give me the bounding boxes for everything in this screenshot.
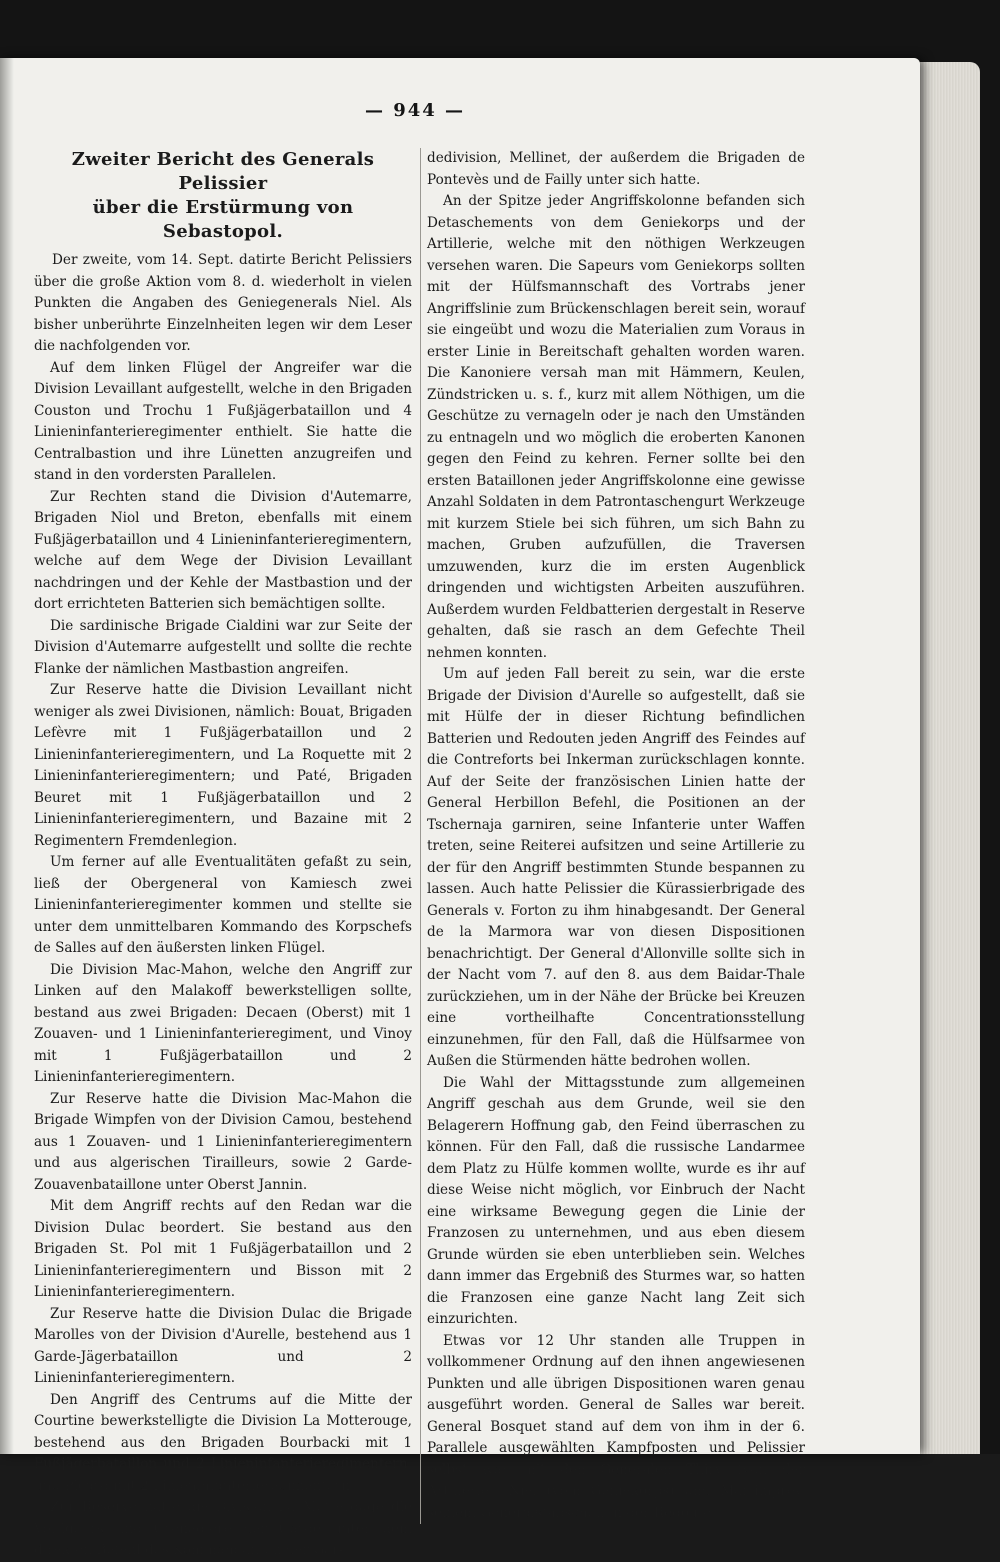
paragraph: Die Wahl der Mittagsstunde zum allgemeinen Angriff geschah aus dem Grunde, weil sie den Belagerern Hoffnung gab, den Feind überraschen zu können. Für den Fall, daß die russische Landarmee dem Platz zu Hülfe kommen wollte, wurde es ihr auf diese Weise nicht möglich, vor Einbruch der Nacht eine wirksame Bewegung gegen die Linie der Franzosen zu unternehmen, und aus eben diesem Grunde würden sie eben unterblieben sein. Welches dann immer das Ergebniß des Sturmes war, so hatten die Franzosen eine ganze Nacht lang Zeit sich einzurichten. <box>427 1074 805 1327</box>
right-column <box>420 148 805 1524</box>
paragraph: Zur Reserve hatte die Division La Motterouge die Voltigeurs und Grenadiere der Garde unter dem direkten Befehl des Kommandanten der Gar- <box>34 1499 412 1558</box>
paragraph: Mit dem Angriff rechts auf den Redan war die Division Dulac beordert. Sie bestand aus den Brigaden St. Pol mit 1 Fußjägerbataillon und 2 Linieninfanterieregimentern und Bisson mit 2 Linieninfanterieregimentern. <box>34 1198 412 1300</box>
paragraph: Etwas vor 12 Uhr standen alle Truppen in vollkommener Ordnung auf den ihnen angewiesenen Punkten und alle übrigen Dispositionen waren genau ausgeführt worden. General de Salles war bereit. General Bosquet stand auf dem von ihm in der 6. Parallele ausgewählten Kampfposten und Pelissier selbst war mit den Generalen Thiry (von der Artillerie), Niel (vom Geniekorps) und Martimprey, seinem Generalstabschef, in der Redoute <box>427 1332 805 1521</box>
page-number: — 944 — <box>364 100 466 121</box>
left-column <box>34 148 412 1562</box>
paragraph: Die sardinische Brigade Cialdini war zur Seite der Division d'Autemarre aufgestellt und sollte die rechte Flanke der nämlichen Mastbastion angreifen. <box>34 617 412 677</box>
paragraph: Zur Reserve hatte die Division Levaillant nicht weniger als zwei Divisionen, nämlich: Bouat, Brigaden Lefèvre mit 1 Fußjägerbataillon und 2 Linieninfanterieregimentern, und La Roquette mit 2 Linieninfanterieregimentern; und Paté, Brigaden Beuret mit 1 Fußjägerbataillon und 2 Linieninfanterieregimentern, und Bazaine mit 2 Regimentern Fremdenlegion. <box>34 682 412 849</box>
paragraph: Zur Reserve hatte die Division Dulac die Brigade Marolles von der Division d'Aurelle, bestehend aus 1 Garde-Jägerbataillon und 2 Linieninfanterieregimentern. <box>34 1305 412 1386</box>
spine-shadow <box>0 58 14 1454</box>
paragraph: dedivision, Mellinet, der außerdem die Brigaden de Pontevès und de Failly unter sich hatte. <box>427 150 805 188</box>
article-title-line-2: über die Erstürmung von Sebastopol. <box>92 197 354 242</box>
paragraph: An der Spitze jeder Angriffskolonne befanden sich Detaschements von dem Geniekorps und der Artillerie, welche mit den nöthigen Werkzeugen versehen waren. Die Sapeurs vom Geniekorps sollten mit der Hülfsmannschaft des Vortrabs jener Angriffslinie zum Brückenschlagen bereit sein, worauf sie eingeübt und wozu die Materialien zum Voraus in erster Linie in Bereitschaft gehalten worden waren. Die Kanoniere versah man mit Hämmern, Keulen, Zündstricken u. s. f., kurz mit allem Nöthigen, um die Geschütze zu vernageln oder je nach den Umständen zu entnageln und wo möglich die eroberten Kanonen gegen den Feind zu kehren. Ferner sollte bei den ersten Bataillonen jeder Angriffskolonne eine gewisse Anzahl Soldaten in dem Patrontaschengurt Werkzeuge mit kurzem Stiele bei sich führen, um sich Bahn zu machen, Gruben aufzufüllen, die Traversen umzuwenden, kurz die im ersten Augenblick dringenden und wichtigsten Arbeiten auszuführen. Außerdem wurden Feldbatterien dergestalt in Reserve gehalten, daß sie rasch an dem Gefechte Theil nehmen konnten. <box>427 193 806 661</box>
paragraph: Um auf jeden Fall bereit zu sein, war die erste Brigade der Division d'Aurelle so aufgestellt, daß sie mit Hülfe der in dieser Richtung befindlichen Batterien und Redouten jeden Angriff des Feindes auf die Contreforts bei Inkerman zurückschlagen konnte. Auf der Seite der französischen Linien hatte der General Herbillon Befehl, die Positionen an der Tschernaja garniren, seine Infanterie unter Waffen treten, seine Reiterei aufsitzen und seine Artillerie zu der für den Angriff bestimmten Stunde bespannen zu lassen. Auch hatte Pelissier die Kürassierbrigade des Generals v. Forton zu ihm hinabgesandt. Der General de la Marmora war von diesen Dispositionen benachrichtigt. Der General d'Allonville sollte sich in der Nacht vom 7. auf den 8. aus dem Baidar-Thale zurückziehen, um in der Nähe der Brücke bei Kreuzen eine vortheilhafte Concentrationsstellung einzunehmen, für den Fall, daß die Hülfsarmee von Außen die Stürmenden hätte bedrohen wollen. <box>427 666 805 1069</box>
paragraph: Um ferner auf alle Eventualitäten gefaßt zu sein, ließ der Obergeneral von Kamiesch zwei Linieninfanterieregimenter kommen und stellte sie unter dem unmittelbaren Kommando des Korpschefs de Salles auf den äußersten linken Flügel. <box>34 854 412 956</box>
paragraph: Die Division Mac-Mahon, welche den Angriff zur Linken auf den Malakoff bewerkstelligen sollte, bestand aus zwei Brigaden: Decaen (Oberst) mit 1 Zouaven- und 1 Linieninfanterieregiment, und Vinoy mit 1 Fußjägerbataillon und 2 Linieninfanterieregimentern. <box>34 961 412 1085</box>
article-title <box>34 148 412 244</box>
paragraph: Zur Rechten stand die Division d'Autemarre, Brigaden Niol und Breton, ebenfalls mit einem Fußjägerbataillon und 4 Linieninfanterieregimentern, welche auf dem Wege der Division Levaillant nachdringen und der Kehle der Mastbastion und der dort errichteten Batterien sich bemächtigen sollte. <box>34 488 412 612</box>
paragraph: Der zweite, vom 14. Sept. datirte Bericht Pelissiers über die große Aktion vom 8. d. wiederholt in vielen Punkten die Angaben des Geniegenerals Niel. Als bisher unberührte Einzelnheiten legen wir dem Leser die nachfolgenden vor. <box>34 252 412 354</box>
article-title-line-1: Zweiter Bericht des Generals Pelissier <box>71 149 375 194</box>
paragraph: Auf dem linken Flügel der Angreifer war die Division Levaillant aufgestellt, welche in den Brigaden Couston und Trochu 1 Fußjägerbataillon und 4 Linieninfanterieregimenter enthielt. Sie hatte die Centralbastion und ihre Lünetten anzugreifen und stand in den vordersten Parallelen. <box>34 359 412 483</box>
paragraph: Zur Reserve hatte die Division Mac-Mahon die Brigade Wimpfen von der Division Camou, bestehend aus 1 Zouaven- und 1 Linieninfanterieregimentern und aus algerischen Tirailleurs, sowie 2 Garde-Zouavenbataillone unter Oberst Jannin. <box>34 1090 412 1193</box>
paragraph: Den Angriff des Centrums auf die Mitte der Courtine bewerkstelligte die Division La Motterouge, bestehend aus den Brigaden Bourbacki mit 1 Fußjägerbataillon und 2 Linieninfanterieregimentern, und Picard mit 2 Linieninfanterieregimentern. <box>34 1391 412 1494</box>
